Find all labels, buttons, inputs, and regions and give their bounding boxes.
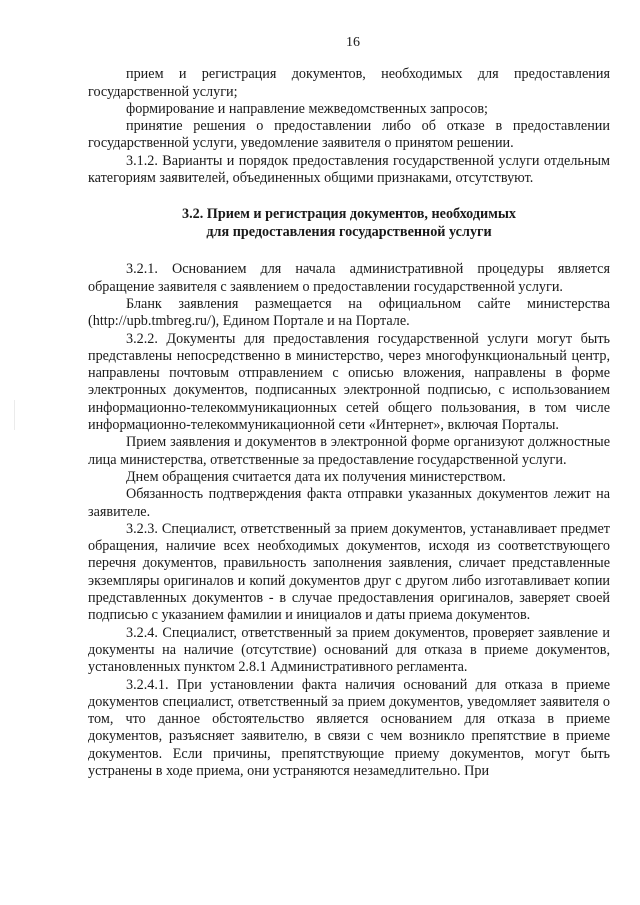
section-title [88, 205, 610, 241]
section-title-line: 3.2. Прием и регистрация документов, необходимых [181, 206, 517, 223]
document-page [88, 34, 610, 780]
scan-artifact [14, 400, 15, 430]
paragraph: прием и регистрация документов, необходимых для предоставления государственной услуги; [88, 66, 610, 100]
paragraph: Бланк заявления размещается на официальном сайте министерства (http://upb.tmbreg.ru/), Едином Портале и на Портале. [88, 295, 610, 330]
paragraph: принятие решения о предоставлении либо об отказе в предоставлении государственной услуги, уведомление заявителя о принятом решении. [88, 118, 610, 152]
page-number: 16 [346, 35, 360, 50]
paragraph: 3.1.2. Варианты и порядок предоставления государственной услуги отдельным категориям заявителей, объединенных общими признаками, отсутствуют. [88, 152, 610, 187]
section-title-line: для предоставления государственной услуги [206, 224, 492, 241]
paragraph: 3.2.2. Документы для предоставления государственной услуги могут быть представлены непосредственно в министерство, через многофункциональный центр, направлены почтовым отправлением с описью вложения, направлены в форме электронных документов, подписанных электронной подписью, с использованием информационно-телекоммуникационных сетей общего пользования, в том числе информационно-телекоммуникационной сети «Интернет», включая Порталы. [88, 330, 610, 434]
paragraph: 3.2.1. Основанием для начала административной процедуры является обращение заявителя с заявлением о предоставлении государственной услуги. [88, 261, 610, 295]
paragraph: Днем обращения считается дата их получения министерством. [126, 468, 506, 485]
paragraph: 3.2.4.1. При установлении факта наличия оснований для отказа в приеме документов специалист, ответственный за прием документов, уведомляет заявителя о том, что данное обстоятельство является основанием для отказа в приеме документов, разъясняет заявителю, в связи с чем возникло препятствие в приеме документов. Если причины, препятствующие приему документов, могут быть устранены в ходе приема, они устраняются незамедлительно. При [88, 676, 610, 779]
paragraph: Прием заявления и документов в электронной форме организуют должностные лица министерства, ответственные за предоставление государственной услуги. [88, 434, 610, 468]
bottom-paragraphs [88, 261, 610, 780]
top-paragraphs [88, 66, 610, 187]
paragraph: Обязанность подтверждения факта отправки указанных документов лежит на заявителе. [88, 486, 610, 520]
paragraph: 3.2.3. Специалист, ответственный за прием документов, устанавливает предмет обращения, наличие всех необходимых документов, исходя из соответствующего перечня документов, правильность заполнения заявления, сличает представленные экземпляры оригиналов и копий документов друг с другом либо изготавливает копии представленных документов - в случае предоставления оригиналов, заверяет своей подписью с указанием фамилии и инициалов и даты приема документов. [88, 520, 610, 624]
paragraph: формирование и направление межведомственных запросов; [126, 100, 488, 117]
paragraph: 3.2.4. Специалист, ответственный за прием документов, проверяет заявление и документы на наличие (отсутствие) оснований для отказа в приеме документов, установленных пунктом 2.8.1 Административного регламента. [88, 624, 610, 676]
